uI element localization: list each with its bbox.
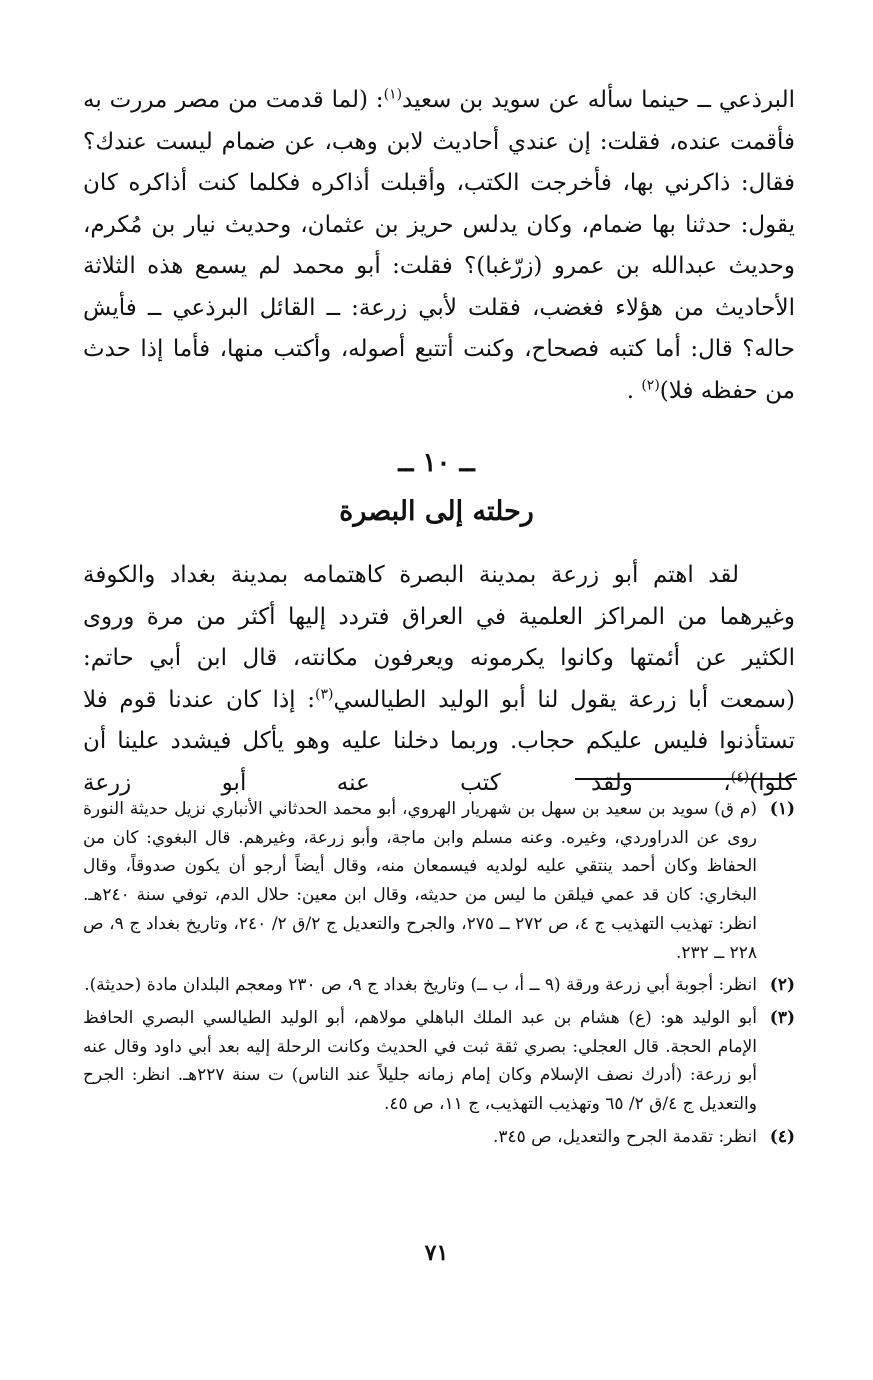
footnote-text: انظر: تقدمة الجرح والتعديل، ص ٣٤٥. [492, 1126, 757, 1147]
footnotes-section [83, 795, 795, 1155]
footnote-text: (م ق) سويد بن سعيد بن سهل بن شهريار الهروي، أبو محمد الحدثاني الأنباري نزيل حديثة النورة روى عن الدراوردي، وغيره. وعنه مسلم وابن ماجة، وأبو زرعة، وغيرهم. قال البغوي: كان من الحفاظ وكان أحمد ينتقي عليه لولديه فيسمعان منه، وقال أيضاً أرجو أن يكون صدوقاً، وقال البخاري: كان قد عمي فيلقن ما ليس من حديثه، وقال ابن معين: حلال الدم، توفي سنة ٢٤٠هـ. انظر: تهذيب التهذيب ج ٤، ص ٢٧٢ ــ ٢٧٥، والجرح والتعديل ج ٢/ق ٢/ ٢٤٠، وتاريخ بغداد ج ٩، ص ٢٢٨ ــ ٢٣٢. [83, 799, 757, 963]
page-number: ٧١ [424, 1240, 449, 1266]
footnote-ref-4: (٤) [730, 768, 750, 785]
footnote-number: (٣) [769, 1007, 795, 1028]
footnote-number: (٢) [769, 975, 795, 996]
top-paragraph [83, 80, 795, 412]
footnote [83, 1123, 795, 1152]
top-paragraph-text-rest: : (لما قدمت من مصر مررت به فأقمت عنده، فقلت: إن عندي أحاديث لابن وهب، عن ضمام ليست عندك؟ فقال: ذاكرني بها، فأخرجت الكتب، وأقبلت أذاكره فكلما كنت أذاكره كان يقول: حدثنا بها ضمام، وكان يدلس حريز بن عثمان، وحديث نيار بن مُكرم، وحديث عبدالله بن عمرو (زرّغبا)؟ فقلت: أبو محمد لم يسمع هذه الثلاثة الأحاديث من هؤلاء فغضب، فقلت لأبي زرعة: ــ القائل البرذعي ــ فأيش حاله؟ قال: أما كتبه فصحاح، وكنت أتتبع أصوله، وأكتب منها، فأما إذا حدث من حفظه فلا) [83, 87, 795, 404]
footnote-text: أبو الوليد هو: (ع) هشام بن عبد الملك الباهلي مولاهم، أبو الوليد الطيالسي البصري الحافظ الإمام الحجة. قال العجلي: بصري ثقة ثبت في الحديث وكانت الرحلة إليه بعد أبي داود وقال عنه أبو زرعة: (أدرك نصف الإسلام وكان إمام زمانه جليلاً عند الناس) ت سنة ٢٢٧هـ. انظر: الجرح والتعديل ج ٤/ق ٢/ ٦٥ وتهذيب التهذيب، ج ١١، ص ٤٥. [83, 1007, 757, 1115]
footnote [83, 1004, 795, 1119]
footnote [83, 795, 795, 967]
main-paragraph-part1: لقد اهتم أبو زرعة بمدينة البصرة كاهتمامه بمدينة بغداد والكوفة وغيرهما من المراكز العلمية في العراق فتردد إليها أكثر من مرة وروى الكثير عن أئمتها وكانوا يكرمونه ويعرفون مكانته، قال ابن أبي حاتم: (سمعت أبا زرعة يقول لنا أبو الوليد الطيالسي [83, 562, 796, 713]
footnote-text: انظر: أجوبة أبي زرعة ورقة (٩ ــ أ، ب ــ) وتاريخ بغداد ج ٩، ص ٢٣٠ ومعجم البلدان مادة (حديثة). [84, 975, 757, 996]
footnote-number: (١) [769, 799, 795, 819]
footnote-ref-2: (٢) [641, 376, 660, 393]
footnote-ref-3: (٣) [315, 685, 334, 702]
top-paragraph-text: البرذعي ــ حينما سأله عن سويد بن سعيد [402, 87, 795, 113]
top-paragraph-block [83, 80, 795, 412]
main-paragraph-block [83, 555, 795, 804]
footnote-number: (٤) [769, 1126, 795, 1147]
top-paragraph-end: . [626, 377, 635, 404]
main-paragraph-part2: : إذا كان عندنا قوم فلا تستأذنوا فليس عليكم حجاب. وربما دخلنا عليه وهو يأكل فيشدد علينا أن كلوا) [83, 686, 795, 796]
section-title: رحلته إلى البصرة [339, 496, 534, 527]
section-number: ــ ١٠ ــ [398, 448, 475, 478]
footnote-ref-1: (١) [383, 86, 403, 103]
main-paragraph [83, 555, 795, 804]
footnote-divider [575, 778, 797, 780]
main-paragraph-part3: ، ولقد كتب عنه أبو زرعة [83, 769, 731, 796]
footnote [83, 971, 795, 1000]
